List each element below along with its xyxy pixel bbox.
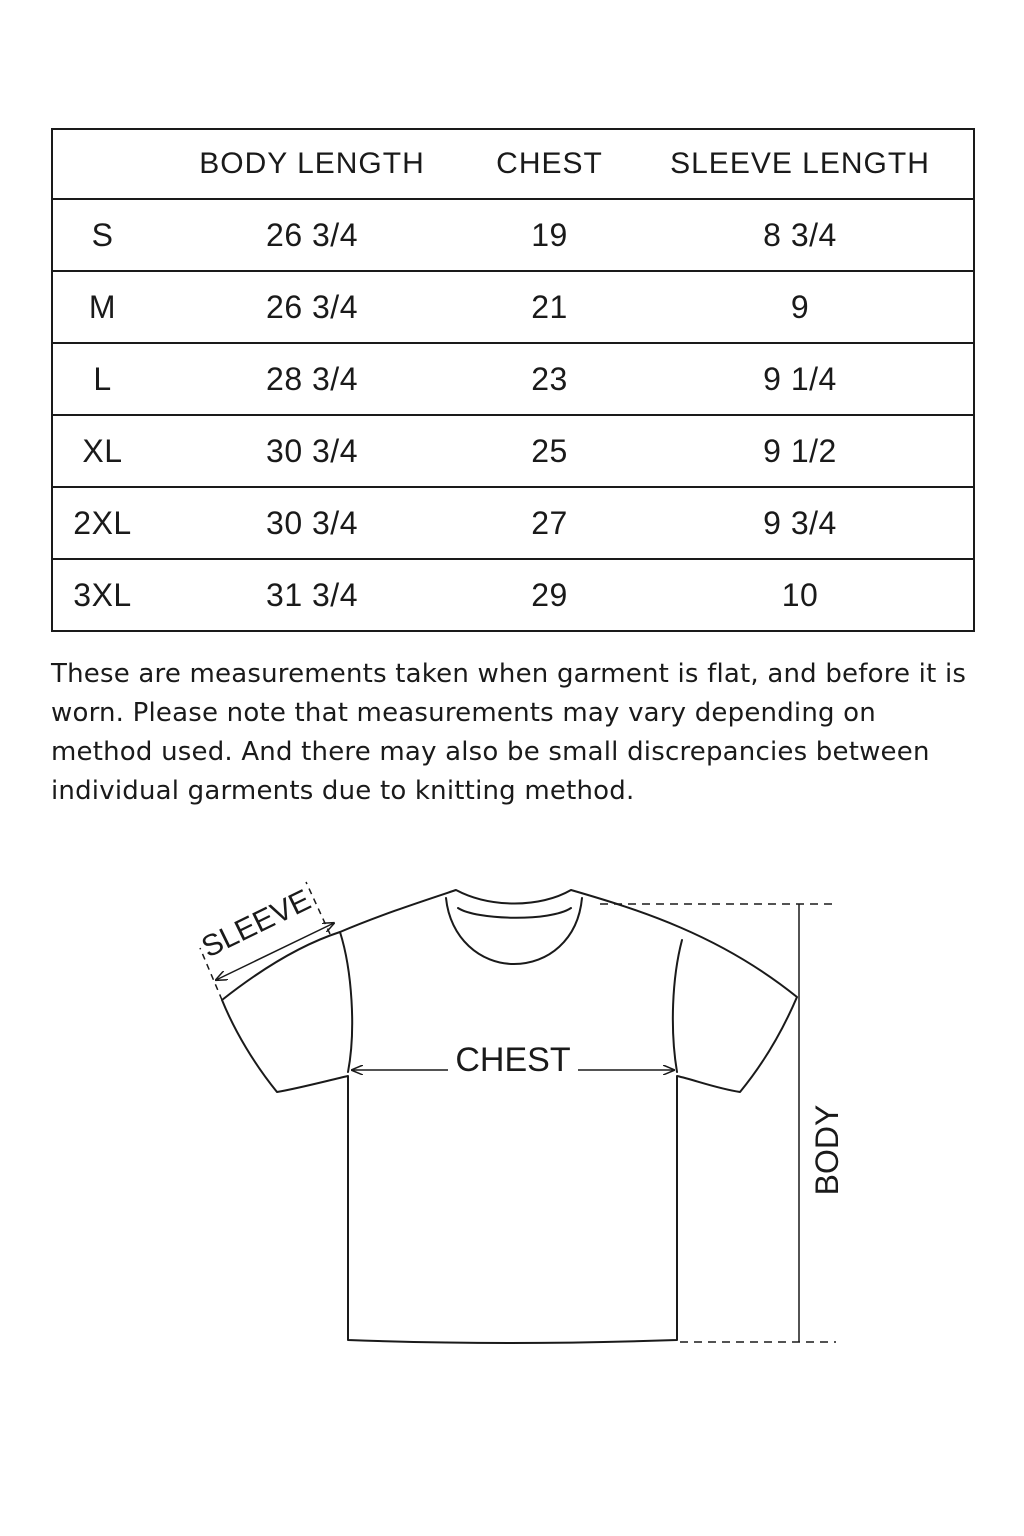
table-row — [52, 271, 974, 343]
size-cell: L — [52, 343, 152, 415]
chest-cell: 27 — [472, 487, 627, 559]
header-sleeve-length: SLEEVE LENGTH — [627, 129, 974, 199]
size-chart-table — [51, 128, 975, 632]
chest-cell: 21 — [472, 271, 627, 343]
size-cell: S — [52, 199, 152, 271]
header-chest: CHEST — [472, 129, 627, 199]
size-cell: XL — [52, 415, 152, 487]
body-length-cell: 30 3/4 — [152, 415, 472, 487]
chest-cell: 19 — [472, 199, 627, 271]
sleeve-length-cell: 9 3/4 — [627, 487, 974, 559]
collar-outer — [446, 898, 582, 964]
sleeve-length-cell: 9 1/2 — [627, 415, 974, 487]
right-armhole-seam — [673, 940, 682, 1072]
chest-label: CHEST — [455, 1041, 571, 1079]
tshirt-outline — [222, 890, 797, 1343]
table-row — [52, 415, 974, 487]
size-cell: 3XL — [52, 559, 152, 631]
chest-cell: 23 — [472, 343, 627, 415]
body-length-cell: 26 3/4 — [152, 271, 472, 343]
tshirt-measurement-diagram — [0, 860, 1024, 1380]
body-length-cell: 26 3/4 — [152, 199, 472, 271]
header-body-length: BODY LENGTH — [152, 129, 472, 199]
measurement-note: These are measurements taken when garment is flat, and before it is worn. Please note that measurements may vary depending on method used. And there may also be small discrepancies between individual garments due to knitting method. — [51, 659, 967, 806]
chest-cell: 29 — [472, 559, 627, 631]
sleeve-length-cell: 10 — [627, 559, 974, 631]
body-measure — [600, 904, 836, 1342]
table-header-row — [52, 129, 974, 199]
body-label: BODY — [809, 1104, 845, 1196]
header-size — [52, 129, 152, 199]
table-row — [52, 199, 974, 271]
body-length-cell: 28 3/4 — [152, 343, 472, 415]
chest-cell: 25 — [472, 415, 627, 487]
table-row — [52, 487, 974, 559]
tshirt-body-outline — [222, 890, 797, 1343]
table-row — [52, 559, 974, 631]
sleeve-length-cell: 9 1/4 — [627, 343, 974, 415]
sleeve-label: SLEEVE — [196, 883, 316, 965]
size-cell: M — [52, 271, 152, 343]
left-armhole-seam — [340, 932, 352, 1072]
body-length-cell: 31 3/4 — [152, 559, 472, 631]
table-row — [52, 343, 974, 415]
sleeve-length-cell: 8 3/4 — [627, 199, 974, 271]
collar-inner — [458, 908, 571, 918]
size-cell: 2XL — [52, 487, 152, 559]
sleeve-length-cell: 9 — [627, 271, 974, 343]
body-length-cell: 30 3/4 — [152, 487, 472, 559]
